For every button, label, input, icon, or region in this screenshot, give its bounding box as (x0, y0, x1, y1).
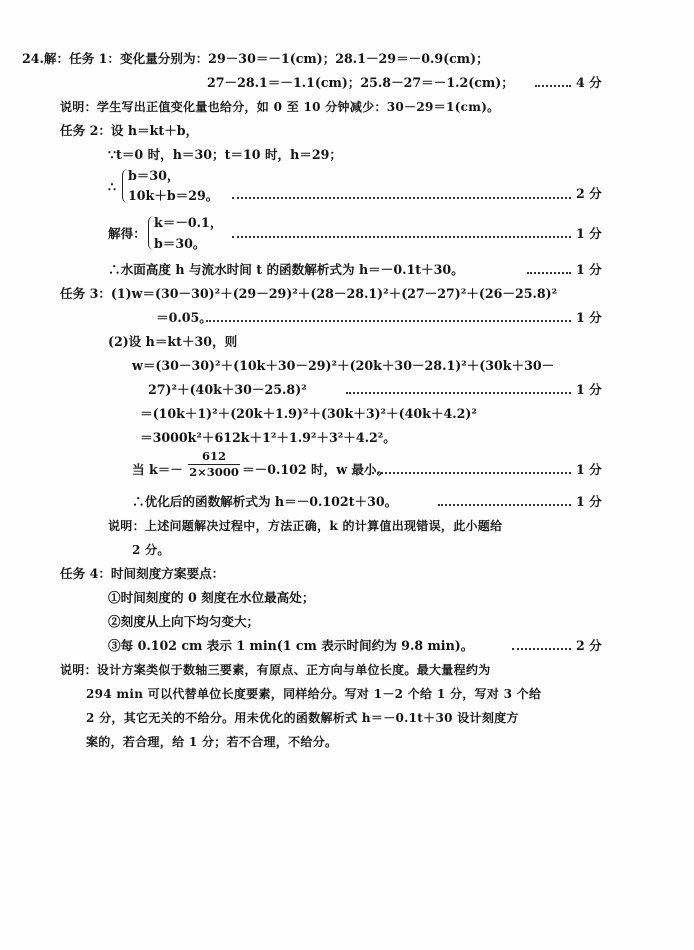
task4-heading: 任务 4：时间刻度方案要点： (60, 566, 225, 581)
system2-eq2: b＝30。 (154, 236, 206, 251)
leader-dots (206, 320, 571, 322)
solve-label: 解得： (108, 226, 146, 241)
task2-result: ∴水面高度 h 与流水时间 t 的函数解析式为 h＝－0.1t＋30。 (108, 262, 464, 277)
task1-line1: 24.解：任务 1：变化量分别为：29－30＝－1(cm)；28.1－29＝－0.9(cm)； (22, 51, 489, 66)
task3-w-line1: w＝(30－30)²＋(10k＋30－29)²＋(20k＋30－28.1)²＋(30k＋30－ (132, 358, 555, 373)
leader-dots (372, 472, 571, 474)
task4-note-line2: 294 min 可以代替单位长度要素，同样给分。写对 1－2 个给 1 分，写对 3 个给 (86, 687, 542, 701)
task3-w-line2: 27)²＋(40k＋30－25.8)² (148, 382, 307, 397)
fraction-numerator: 612 (201, 449, 226, 463)
task4-note-line1: 说明：设计方案类似于数轴三要素，有原点、正方向与单位长度。最大量程约为 (60, 663, 491, 677)
score-task4: 2 分 (576, 638, 602, 653)
task2-heading: 任务 2：设 h＝kt＋b， (60, 123, 199, 138)
leader-dots (512, 648, 571, 650)
k-value-suffix: ＝－0.102 时，w 最小。 (242, 462, 390, 477)
task4-point1: ①时间刻度的 0 刻度在水位最高处； (108, 590, 315, 605)
system1-eq2: 10k＋b＝29。 (128, 188, 219, 203)
system2-eq1: k＝－0.1， (154, 215, 223, 230)
task3-line2: ＝0.05。 (156, 310, 212, 325)
score-task2-result: 1 分 (576, 262, 602, 277)
task3-optimized: ∴优化后的函数解析式为 h＝－0.102t＋30。 (132, 494, 398, 509)
score-system1: 2 分 (576, 186, 602, 201)
score-task3-optimized: 1 分 (576, 494, 602, 509)
k-value-prefix: 当 k＝－ (132, 462, 183, 477)
leader-dots (527, 272, 571, 274)
leader-dots (438, 504, 571, 506)
leader-dots (346, 392, 571, 394)
task3-line1: 任务 3：(1)w＝(30－30)²＋(29－29)²＋(28－28.1)²＋(27－27)²＋(26－25.8)² (60, 286, 558, 301)
score-task3-w: 1 分 (576, 382, 602, 397)
fraction-denominator: 2×3000 (189, 465, 239, 479)
task3-w-line3: ＝(10k＋1)²＋(20k＋1.9)²＋(30k＋3)²＋(40k＋4.2)² (140, 406, 477, 421)
task3-note-line1: 说明：上述问题解决过程中，方法正确，k 的计算值出现错误，此小题给 (108, 519, 503, 533)
task4-point3: ③每 0.102 cm 表示 1 min(1 cm 表示时间约为 9.8 min)。 (108, 638, 474, 653)
task3-w-line4: ＝3000k²＋612k＋1²＋1.9²＋3²＋4.2²。 (140, 430, 396, 445)
task1-line2: 27－28.1＝－1.1(cm)；25.8－27＝－1.2(cm)； (207, 75, 514, 90)
task3-part2-heading: (2)设 h＝kt＋30，则 (108, 334, 238, 349)
therefore-symbol: ∴ (108, 179, 117, 194)
task4-note-line4: 案的，若合理，给 1 分；若不合理，不给分。 (86, 735, 338, 749)
score-task1: 4 分 (576, 75, 602, 90)
task4-point2: ②刻度从上向下均匀变大； (108, 614, 260, 629)
score-task3-part1: 1 分 (576, 310, 602, 325)
score-k-value: 1 分 (576, 462, 602, 477)
leader-dots (535, 85, 571, 87)
task3-note-line2: 2 分。 (132, 543, 170, 557)
system1-eq1: b＝30， (128, 168, 180, 183)
task4-note-line3: 2 分，其它无关的不给分。用未优化的函数解析式 h＝－0.1t＋30 设计刻度方 (86, 711, 519, 725)
leader-dots (232, 236, 571, 238)
task1-note: 说明：学生写出正值变化量也给分，如 0 至 10 分钟减少：30－29＝1(cm)。 (60, 100, 500, 114)
task2-condition: ∵t＝0 时，h＝30；t＝10 时，h＝29； (108, 147, 343, 162)
leader-dots (232, 197, 571, 199)
score-system2: 1 分 (576, 226, 602, 241)
k-fraction (188, 450, 240, 479)
